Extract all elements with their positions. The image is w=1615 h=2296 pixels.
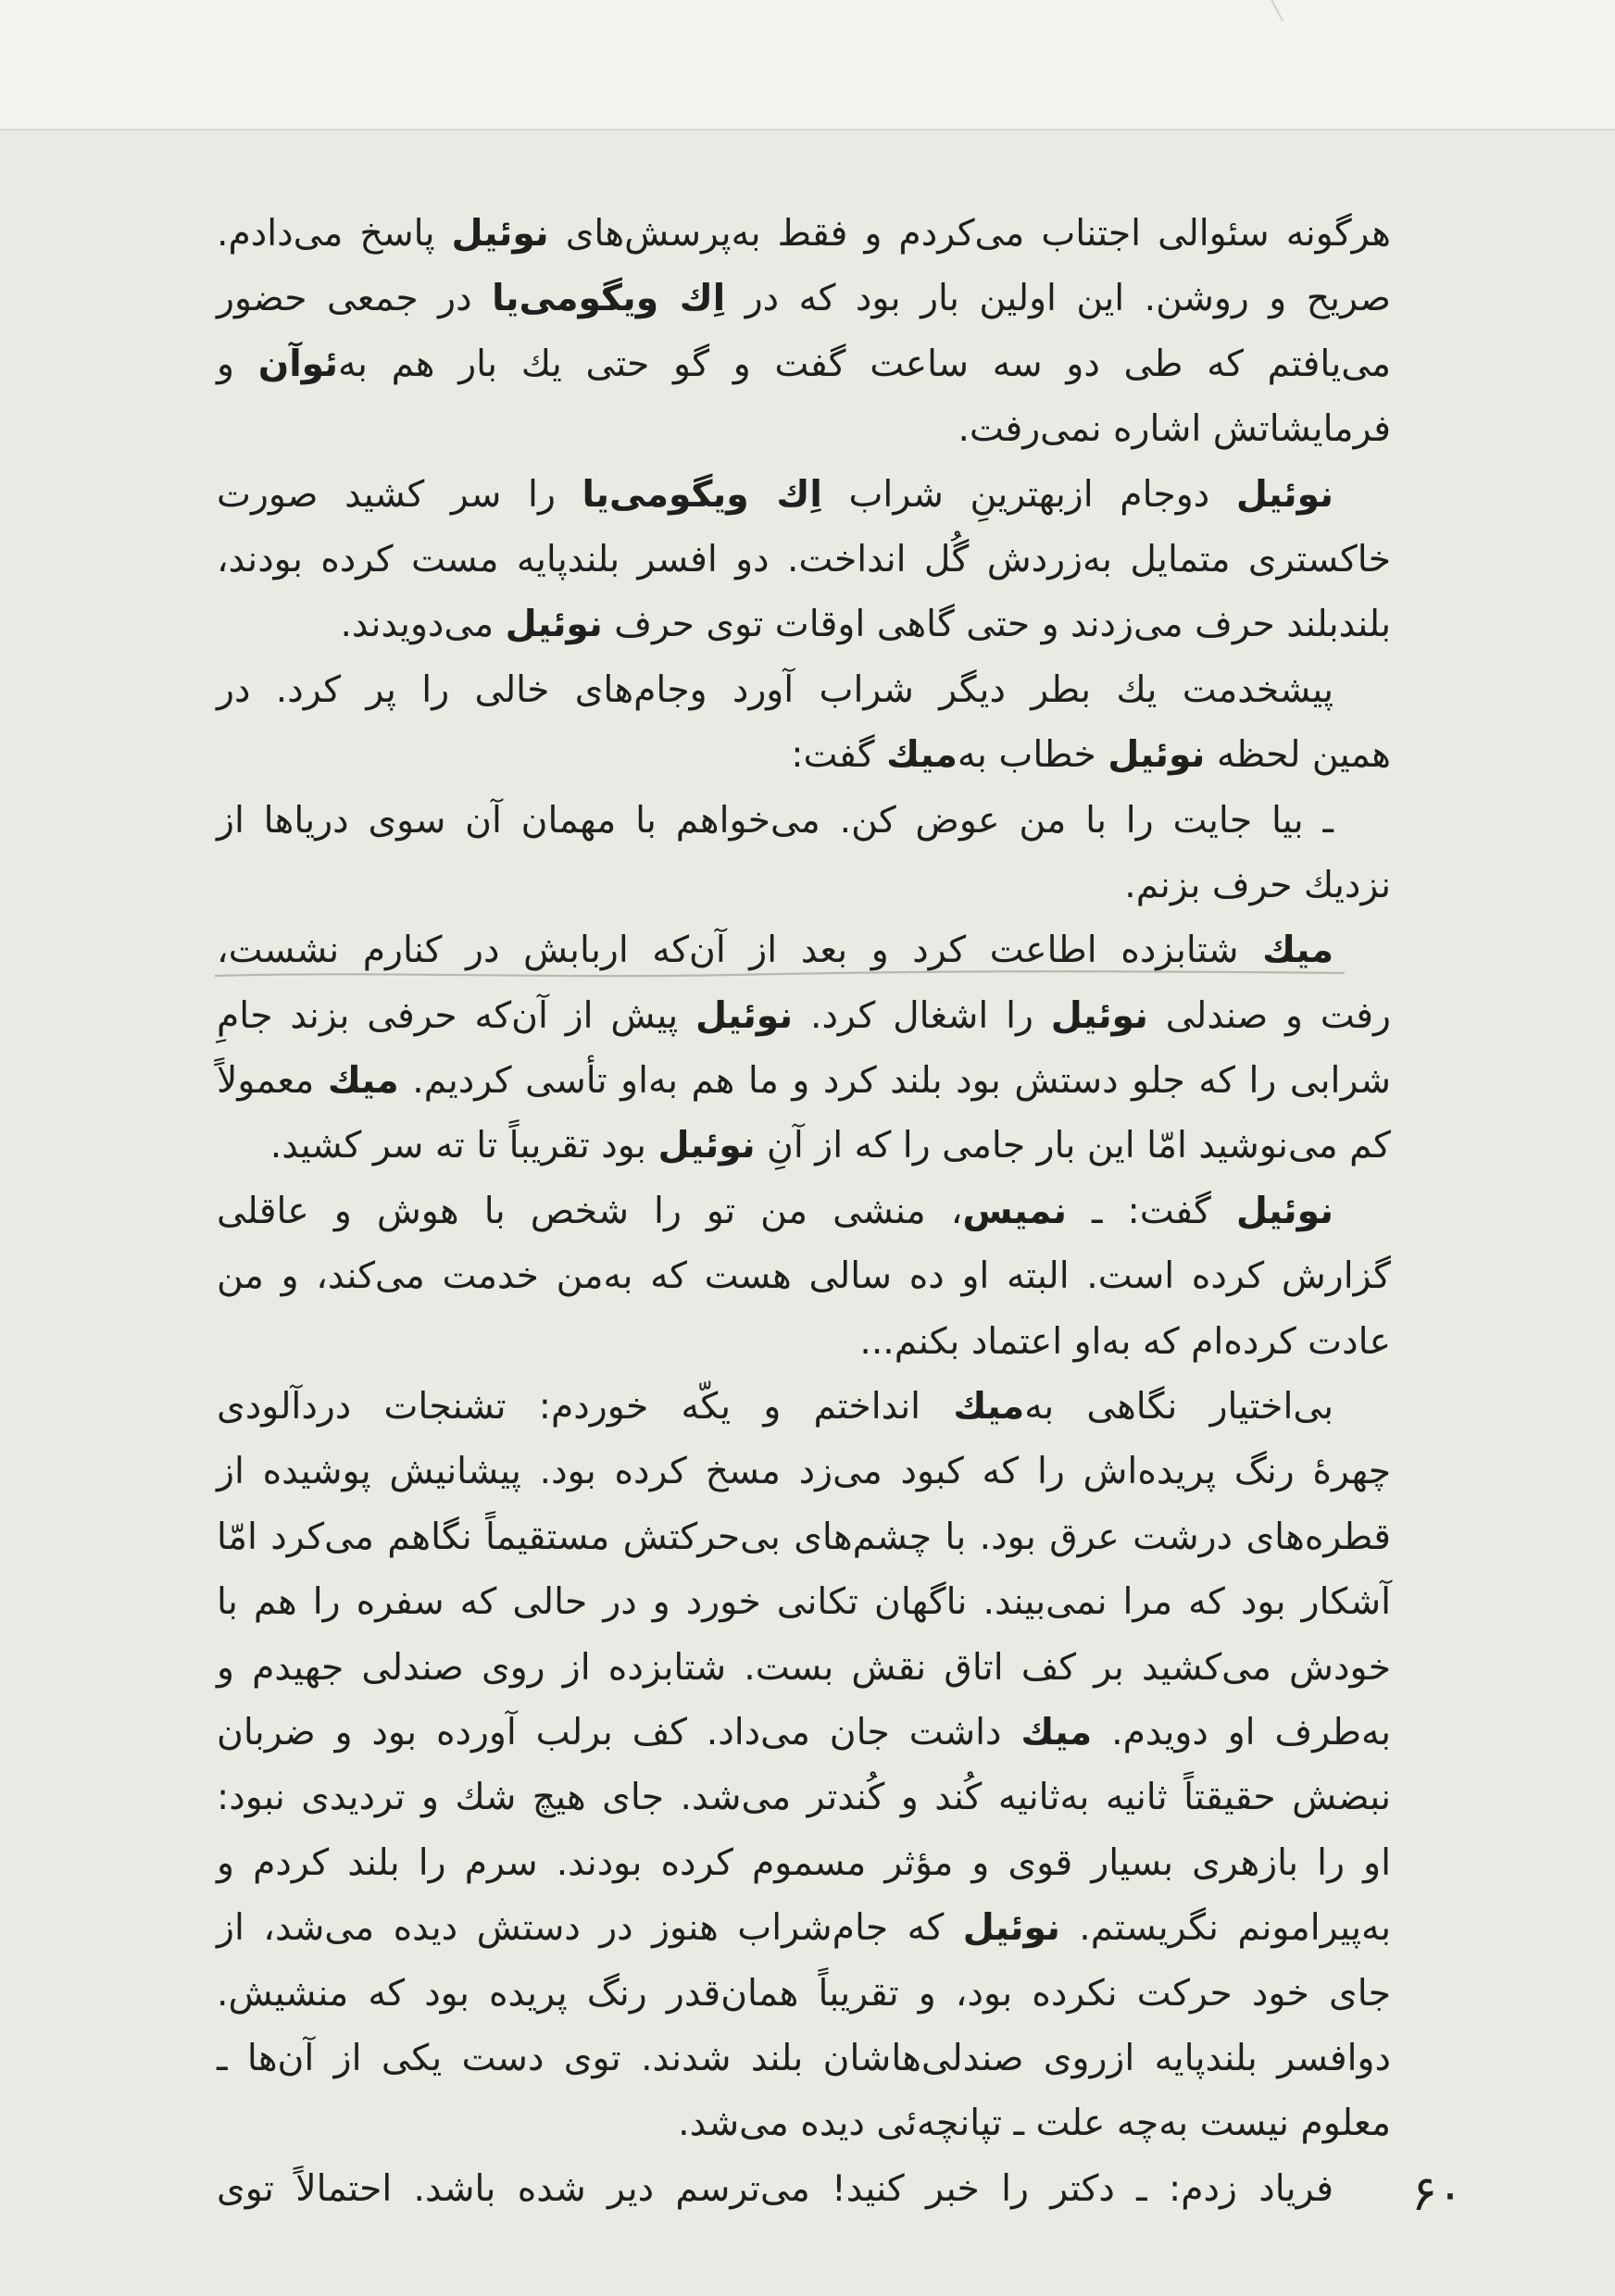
text-line [217,397,1391,462]
text-run: کم می‌نوشید امّا این بار جامی را که از آنِ [755,1125,1391,1167]
text-line [217,1375,1391,1440]
text-run: را سر کشید صورت [217,473,582,516]
text-run: در جمعی حضور [217,278,493,320]
emphasized-name: میك [1262,930,1333,972]
text-line [217,918,1391,983]
paragraph [217,463,1391,658]
text-run: و [217,343,258,385]
text-line [217,267,1391,331]
emphasized-name: نوئیل [505,604,603,646]
text-run: دوافسر بلندپایه ازروی صندلی‌هاشان بلند شدند. توی دست یکی از آن‌ها ـ [217,2037,1391,2079]
emphasized-name: نمیس [962,1190,1067,1232]
paragraph [217,1179,1391,1375]
text-run: بی‌اختیار نگاهی به‌ [1024,1386,1333,1429]
text-run: بود تقریباً تا ته سر کشید. [269,1125,658,1167]
text-run: داشت جان می‌داد. کف برلب آورده بود و ضربان [217,1711,1021,1753]
text-line [217,202,1391,267]
emphasized-name: اِك ویگومی‌یا [582,473,822,516]
text-run: می‌یافتم که طی دو سه ساعت گفت و گو حتی یك بار هم به‌ [338,343,1391,385]
text-line [217,593,1391,657]
text-run: خطاب به‌ [957,734,1108,777]
text-line [217,723,1391,788]
text-line [217,1636,1391,1701]
emphasized-name: نوئیل [695,994,794,1037]
text-run: قطره‌های درشت عرق بود. با چشم‌های بی‌حرکتش مستقیماً نگاهم می‌کرد امّا [217,1516,1391,1558]
text-run: معمولاً [217,1060,328,1103]
text-run: نبضش حقیقتاً ثانیه به‌ثانیه کُند و کُندتر می‌شد. جای هیچ شك و تردیدی نبود: [217,1777,1391,1819]
paragraph [217,789,1391,919]
text-line [217,1114,1391,1179]
text-run: چهرهٔ رنگ پریده‌اش را که کبود می‌زد مسخ کرده بود. پیشانیش پوشیده از [217,1451,1391,1493]
text-run: عادت کرده‌ام که به‌او اعتماد بکنم... [859,1320,1391,1363]
text-run: شتابزده اطاعت کرد و بعد از آن‌که اربابش در کنارم نشست، [217,930,1263,972]
paragraph [217,202,1391,463]
scan-top-margin [0,0,1615,131]
text-run: ـ بیا جایت را با من عوض کن. می‌خواهم با مهمان آن سوی دریاها از [217,799,1333,842]
emphasized-name: نوئیل [657,1125,756,1167]
text-run: او را بازهری بسیار قوی و مؤثر مسموم کرده بودند. سرم را بلند کردم و [217,1841,1391,1884]
text-line [217,1049,1391,1114]
text-run: به‌طرف او دویدم. [1092,1711,1391,1753]
paragraph [217,658,1391,789]
text-line [217,1831,1391,1896]
emphasized-name: نوئیل [1235,473,1333,516]
text-line [217,854,1391,918]
text-run: رفت و صندلی [1147,994,1391,1037]
text-run: پاسخ می‌دادم. [217,213,452,255]
text-run: خاکستری متمایل به‌زردش گُل انداخت. دو افسر بلندپایه مست کرده بودند، [217,538,1391,580]
paragraph [217,2157,1391,2222]
text-run: دوجام ازبهترینِ شراب [821,473,1236,516]
text-line [217,332,1391,397]
text-line [217,1570,1391,1635]
text-run: خودش می‌کشید بر کف اتاق نقش بست. شتابزده از روی صندلی جهیدم و [217,1646,1391,1689]
text-run: جای خود حرکت نکرده بود، و تقریباً همان‌قدر رنگ پریده بود که منشیش. [217,1972,1391,2015]
emphasized-name: میك [886,734,958,777]
text-run: فریاد زدم: ـ دکتر را خبر کنید! می‌ترسم دیر شده باشد. احتمالاً توی [217,2167,1333,2210]
text-line [217,1766,1391,1830]
text-run: گفت: [791,734,887,777]
text-line [217,1701,1391,1766]
text-line [217,1179,1391,1244]
body-text [217,202,1391,2222]
text-run: بلندبلند حرف می‌زدند و حتی گاهی اوقات توی حرف [602,604,1391,646]
emphasized-name: نوئیل [451,213,549,255]
text-line [217,528,1391,593]
text-run: پیش از آن‌که حرفی بزند جامِ [217,994,696,1037]
text-run: انداختم و یکّه خوردم: تشنجات دردآلودی [217,1386,954,1429]
text-run: نزدیك حرف بزنم. [1124,864,1391,906]
text-line [217,789,1391,854]
text-line [217,1244,1391,1309]
emphasized-name: میك [1020,1711,1093,1753]
text-run: می‌دویدند. [340,604,506,646]
text-run: شرابی را که جلو دستش بود بلند کرد و ما هم به‌او تأسی کردیم. [398,1060,1392,1103]
emphasized-name: اِك ویگومی‌یا [492,278,726,320]
paragraph [217,918,1391,1179]
text-line [217,1310,1391,1375]
text-line [217,658,1391,723]
text-run: را اشغال کرد. [793,994,1051,1037]
emphasized-name: نوئیل [1108,734,1206,777]
emphasized-name: نوئیل [962,1907,1060,1950]
text-line [217,1962,1391,2027]
text-line [217,2091,1391,2156]
emphasized-name: نوئیل [1235,1190,1334,1232]
paragraph [217,1375,1391,2157]
page-number: ۶۰ [1411,2166,1463,2222]
text-line [217,1505,1391,1570]
text-line [217,2027,1391,2091]
text-run: به‌پیرامونم نگریستم. [1059,1907,1391,1950]
text-line [217,1896,1391,1961]
text-run: هرگونه سئوالی اجتناب می‌کردم و فقط به‌پرسش‌های [548,213,1391,255]
text-run: صریح و روشن. این اولین بار بود که در [725,278,1391,320]
text-run: گفت: ـ [1066,1190,1236,1232]
text-run: گزارش کرده است. البته او ده سالی هست که به‌من خدمت می‌کند، و من [217,1255,1391,1298]
text-run: ، منشی من تو را شخص با هوش و عاقلی [217,1190,963,1232]
text-line [217,1440,1391,1504]
text-line [217,463,1391,528]
text-run: پیشخدمت یك بطر دیگر شراب آورد وجام‌های خالی را پر کرد. در [217,668,1333,711]
emphasized-name: نوئیل [1050,994,1148,1037]
text-run: که جام‌شراب هنوز در دستش دیده می‌شد، از [217,1907,963,1950]
text-line [217,2157,1391,2222]
emphasized-name: میك [327,1060,399,1103]
emphasized-name: میك [953,1386,1025,1429]
text-run: معلوم نیست به‌چه علت ـ تپانچه‌ئی دیده می‌شد. [678,2103,1391,2145]
emphasized-name: ئوآن [257,343,338,385]
text-run: همین لحظه [1205,734,1391,777]
text-line [217,984,1391,1049]
text-run: آشکار بود که مرا نمی‌بیند. ناگهان تکانی خورد و در حالی که سفره را هم با [217,1581,1391,1624]
text-run: فرمایشاتش اشاره نمی‌رفت. [958,408,1391,451]
